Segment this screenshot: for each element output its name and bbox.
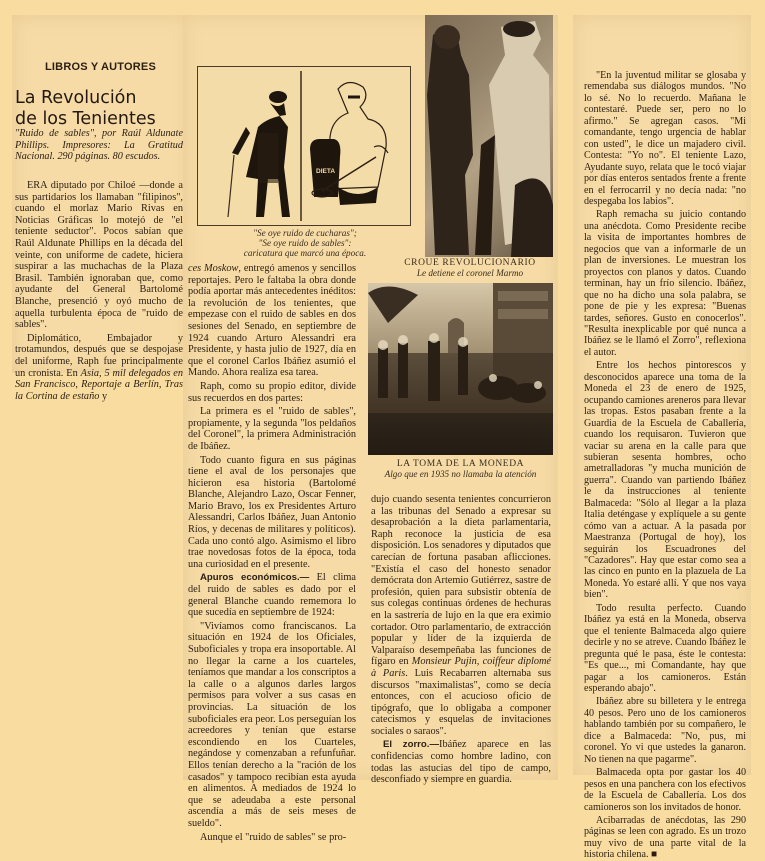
paragraph: Aunque el "ruido de sables" se pro- — [200, 831, 347, 843]
paragraph — [188, 263, 356, 379]
caption-line: caricatura que marcó una época. — [243, 248, 367, 258]
photo1-caption — [390, 258, 550, 278]
business-name: Monsieur Pujin, coiffeur diplomé à Paris — [371, 656, 551, 679]
text: Diplomático, Embajador y trotamundos, después que se despojase del uniforme, Raph fue principalmente un cronista. En — [15, 332, 183, 379]
text: El clima del ruido de sables es dado por el general Blanche cuando rememora lo que sucedía en septiembre de 1924: — [188, 572, 356, 619]
text: dujo cuando sesenta tenientes concurrieron a las tribunas del Senado a expresar su desaprobación a la dieta parlamentaria, Raph reconoce la justicia de esa disposición. Los senadores y diputados que carecían de fortuna pasaban aflicciones. "Existía el caso del honesto senador demócrata don Artemio Gutiérrez, sastre de profesión, quien para subsistir obtenía de sus colegas continuas órdenes de hechuras en la sastrería de lujo en la que era eximio cortador. Otro parlamentario, de extracción popular y líder de la izquierda de Valparaíso desempeñaba las funciones de fígaro en — [371, 494, 551, 668]
paragraph: Balmaceda opta por gastar los 40 pesos en una panchera con los efectivos de la Escuela de Caballería. Los dos camioneros son los invitados de honor. — [584, 767, 746, 813]
paragraph: Raph, como su propio editor, divide sus recuerdos en dos partes: — [188, 380, 356, 404]
paragraph: ERA diputado por Chiloé —donde a sus partidarios los llamaban "filipinos", cuando el morlaz Mario Rivas en Noticias Gráficas lo motejó de "el teniente seductor". Pocos sabían que Raúl Aldunate Phillips en la década del veinte, con uniforme de cadete, hiciera suspirar a las muchachas de la Plaza Brasil. También ignoraban que, como ayudante del General Bartolomé Blanche, presenció y oyó mucho de aquella turbulenta época de "ruido de sables". — [15, 180, 183, 331]
paragraph: "Vivíamos como franciscanos. La situación en 1924 de los Oficiales, Suboficiales y tropa era insoportable. Al no llegar la carne a los cuarteles, teníamos que mandar a los conscriptos a la calle o a algunos darles largos permisos para volver a sus casas en provincias. La situación de los suboficiales era peor. Los perseguían los acreedores y tenían que estarse escondiendo en los Cuarteles, negándose y comenzaban a refunfuñar. Ellos tenían derecho a la "ración de los casados" y tampoco recibían esta ayuda en alimentos. A mediados de 1924 lo que se adeudaba a este personal ascendía a más de seis meses de sueldo". — [188, 620, 356, 829]
photo-moneda — [368, 283, 553, 455]
paragraph — [371, 494, 551, 737]
middle-column — [188, 263, 356, 843]
caption-text: Le detiene el coronel Marmo — [416, 268, 524, 278]
paragraph: Todo cuanto figura en sus páginas tiene el aval de los personajes que hicieron esa historia (Bartolomé Blanche, Alejandro Lazo, Oscar Fenner, Mario Bravo, los ex Presidentes Arturo Alessandri, Carlos Ibáñez, Juan Antonio Ríos, y decenas de militares y políticos). Cada uno contó algo. Asimismo el libro trae novedosas fotos de la época, toda una curiosidad en el presente. — [188, 454, 356, 570]
cartoon-illustration — [197, 66, 411, 226]
photo-coup-scene — [425, 15, 553, 257]
jar-label: DIETA — [316, 168, 336, 175]
title-line-2: de los Tenientes — [15, 109, 156, 129]
title-line-1: La Revolución — [15, 88, 137, 108]
article-title — [15, 88, 185, 130]
paragraph: Ibáñez abre su billetera y le entrega 40 pesos. Pero uno de los camioneros hablando también por su compañero, le dice a Balmaceda: "No, pus, mi coronel. Yo vi que ustedes la ganaron. No tienen na que pagarme". — [584, 696, 746, 765]
photo-image — [368, 283, 553, 455]
text: Ibáñez aparece en las confidencias como hombre ladino, con todas las astucias del tipo de campo, desconfiado y siempre en guardia. — [371, 739, 551, 786]
cartoon-drawing — [198, 67, 410, 225]
caption-text: Algo que en 1935 no llamaba la atención — [384, 469, 537, 479]
paragraph: Todo resulta perfecto. Cuando Ibáñez ya está en la Moneda, observa que el teniente Balmaceda algo quiere decirle y no se atreve. Cuando Ibáñez le pregunta qué le pasa, éste le contesta: "Es que..., mi Comandante, hay que pagar a los camioneros. Están esperando abajo". — [584, 602, 746, 695]
paragraph: Entre los hechos pintorescos y desconocidos aparece una toma de la Moneda el 23 de enero de 1925, ocupando camiones areneros para llevar las tropas. Estos pasaban frente a la Guardia de la Escuela de Caballería, cuando los requisaron. Tuvieron que vaciar su arena en la calle para que subieran sesenta hombres, ocho ametralladoras "y mucha munición de guerra". Cuando van partiendo Ibáñez le da instrucciones al teniente Balmaceda: "Sólo al llegar a la plaza Italia deténgase y explíquele a su gente cómo van a actuar. A la pasada por Maestranza (Portugal de hoy), los seguirán los Escuadrones del "Cazadores". Hay que estar como sea a las cinco en punto en la plazuela de La Moneda. Yo estaré allí. Y que nos vaya bien". — [584, 360, 746, 601]
paragraph: "En la juventud militar se glosaba y remendaba sus diálogos mundos. "No lo sé. No lo recuerdo. Mañana le contestaré. Puede ser, pero no lo afirmo." Se agregan casos. "Mi comandante, tengo urgencia de hablar con usted", le dice un majadero civil. Contesta: "Yo no". El teniente Lazo, Ayudante suyo, relata que le tocó viajar por días enteros sentados frente a frente en el ferrocarril y no decía nada: "no despegaba los labios". — [584, 70, 746, 207]
photo2-caption — [368, 459, 553, 479]
caption-title: LA TOMA DE LA MONEDA — [396, 459, 525, 469]
text: , entregó amenos y sencillos reportajes. Pero le faltaba la obra donde podía aportar más antecedentes inéditos: la revolución de los tenientes, que empezase con el ruido de sables en dos sesiones del Senado, en septiembre de 1924 cuando Arturo Alessandri era Presidente, y hasta julio de 1927, día en que el coronel Carlos Ibáñez asumió el Mando. Ahora realiza esa tarea. — [188, 263, 356, 379]
caption-line: "Se oye ruido de cucharas"; — [253, 228, 357, 238]
officer-cap — [269, 91, 287, 103]
subheading: El zorro.— — [383, 739, 440, 751]
paragraph — [188, 572, 356, 618]
subheading: Apuros económicos.— — [200, 572, 310, 584]
paragraph — [15, 333, 183, 403]
paragraph: La primera es el "ruido de sables", propiamente, y la segunda "los peldaños del Coronel", la primera Administración de Ibáñez. — [188, 406, 356, 452]
left-column — [15, 180, 183, 402]
cartoon-caption — [205, 228, 405, 258]
bottom-column — [371, 494, 551, 786]
book-info: "Ruido de sables", por Raúl Aldunate Phillips. Impresores: La Gratitud Nacional. 290 páginas. 80 escudos. — [15, 128, 183, 163]
caption-title: CROUE REVOLUCIONARIO — [404, 258, 536, 268]
paragraph: Acibarradas de anécdotas, las 290 páginas se leen con agrado. Es un trozo muy vivo de una parte vital de la historia chilena. ■ — [584, 815, 746, 861]
right-column — [584, 70, 746, 861]
book-title: ces Moskow — [188, 263, 239, 274]
caption-line: "Se oye ruido de sables": — [258, 238, 352, 248]
section-header: LIBROS Y AUTORES — [45, 61, 156, 73]
photo-image — [425, 15, 553, 257]
paragraph: Raph remacha su juicio contando una anécdota. Como Presidente recibe la visita de importantes hombres de negocios que van a informarle de un plan de inversiones. Le muestran los proyectos con planos y datos. Cuando terminan, hay un frío silencio. Ibáñez, que no ha dicho una sola palabra, se pone de pie y les expresa: "Buenas tardes, señores. Gusto en conocerlos". "Resulta inexplicable por qué nunca a Ibáñez se le llamó el Zorro", reflexiona el autor. — [584, 209, 746, 358]
text: . Luis Recabarren alternaba sus discursos "maximalistas", como se decía entonces, con el acucioso oficio de tipógrafo, que lo obligaba a componer catecismos y esquelas de invitaciones sociales o saraos". — [371, 667, 551, 737]
paragraph — [371, 739, 551, 785]
text: y — [99, 390, 108, 402]
book-titles: Asia, 5 mil delegados en San Francisco, Reportaje a Berlín, Tras la Cortina de estaño — [15, 367, 183, 402]
